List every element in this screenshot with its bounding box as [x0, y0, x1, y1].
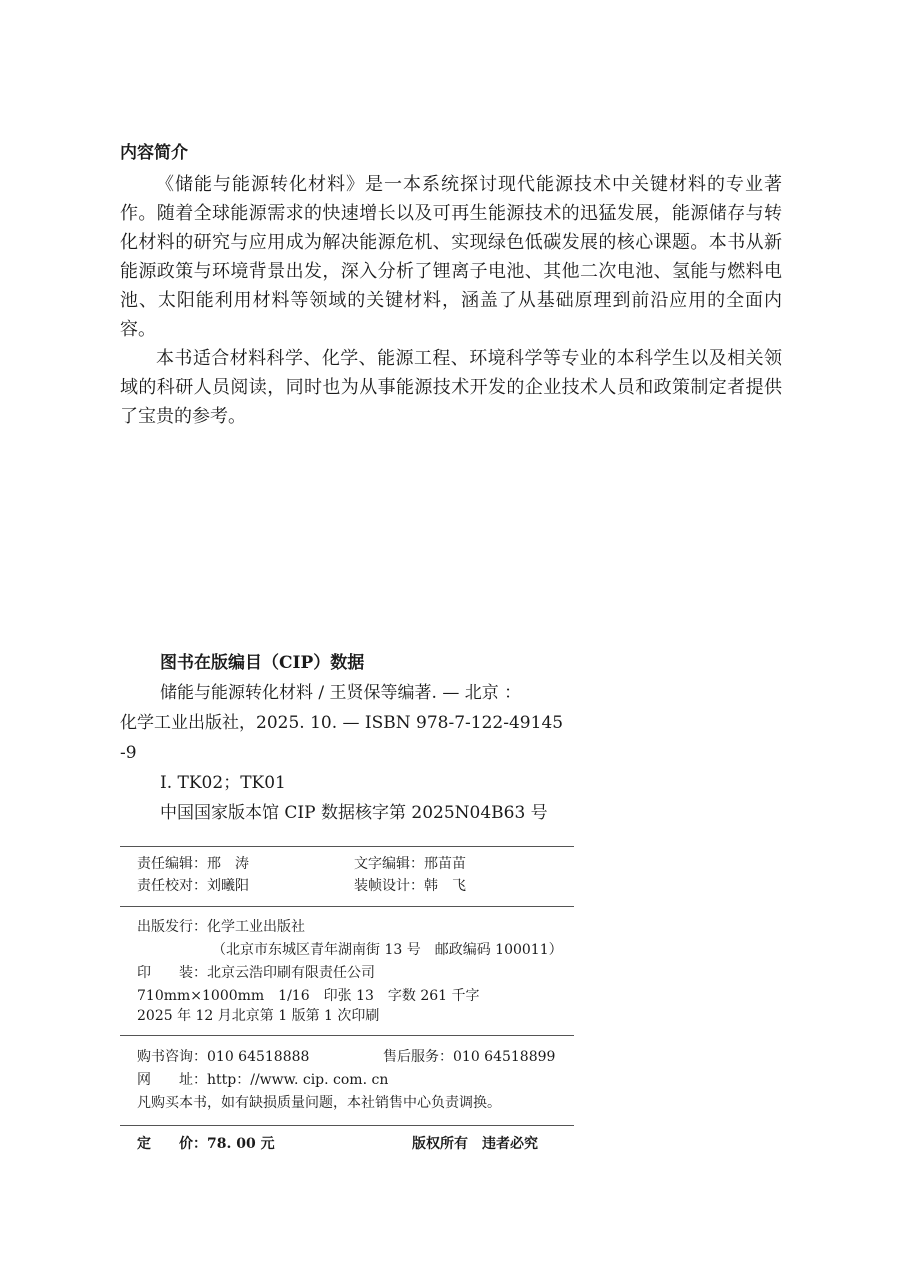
- publisher: 出版发行：化学工业出版社: [137, 919, 305, 935]
- replacement-notice: 凡购买本书，如有缺损质量问题，本社销售中心负责调换。: [137, 1095, 501, 1111]
- cip-line-classification: Ⅰ. TK02；TK01: [160, 773, 286, 793]
- cip-title: 图书在版编目（CIP）数据: [160, 653, 365, 673]
- summary-heading: 内容简介: [120, 143, 188, 163]
- website: 网 址：http：//www. cip. com. cn: [137, 1072, 389, 1088]
- printer: 印 装：北京云浩印刷有限责任公司: [137, 965, 375, 981]
- designer: 装帧设计：韩 飞: [354, 878, 466, 894]
- summary-paragraph-2: 本书适合材料科学、化学、能源工程、环境科学等专业的本科学生以及相关领域的科研人员阅读，同时也为从事能源技术开发的企业技术人员和政策制定者提供了宝贵的参考。: [120, 348, 782, 427]
- cip-line-number: 中国国家版本馆 CIP 数据核字第 2025N04B63 号: [160, 803, 548, 823]
- cip-line-publisher: 化学工业出版社，2025. 10. — ISBN 978-7-122-49145: [120, 713, 564, 733]
- proofreader: 责任校对：刘曦阳: [137, 878, 249, 894]
- purchase-phone: 购书咨询：010 64518888: [137, 1049, 310, 1065]
- after-sales-phone: 售后服务：010 64518899: [383, 1049, 556, 1065]
- edition: 2025 年 12 月北京第 1 版第 1 次印刷: [137, 1008, 380, 1024]
- divider-4: [120, 1125, 574, 1126]
- cip-block: [120, 648, 580, 828]
- cip-line-isbn-tail: -9: [120, 743, 137, 763]
- responsible-editor: 责任编辑：邢 涛: [137, 856, 249, 872]
- price: 定 价：78. 00 元: [137, 1136, 275, 1152]
- cip-line-title: 储能与能源转化材料 / 王贤保等编著. — 北京 ：: [160, 683, 522, 703]
- divider-3: [120, 1035, 574, 1036]
- divider-1: [120, 846, 574, 847]
- divider-2: [120, 906, 574, 907]
- book-format: 710mm×1000mm 1/16 印张 13 字数 261 千字: [137, 988, 480, 1004]
- text-editor: 文字编辑：邢苗苗: [354, 856, 466, 872]
- copyright-notice: 版权所有 违者必究: [412, 1136, 538, 1152]
- publisher-address: （北京市东城区青年湖南街 13 号 邮政编码 100011）: [212, 942, 563, 958]
- summary-body: [120, 170, 782, 431]
- summary-paragraph-1: 《储能与能源转化材料》是一本系统探讨现代能源技术中关键材料的专业著作。随着全球能源需求的快速增长以及可再生能源技术的迅猛发展，能源储存与转化材料的研究与应用成为解决能源危机、实现绿色低碳发展的核心课题。本书从新能源政策与环境背景出发，深入分析了锂离子电池、其他二次电池、氢能与燃料电池、太阳能利用材料等领域的关键材料，涵盖了从基础原理到前沿应用的全面内容。: [120, 174, 782, 340]
